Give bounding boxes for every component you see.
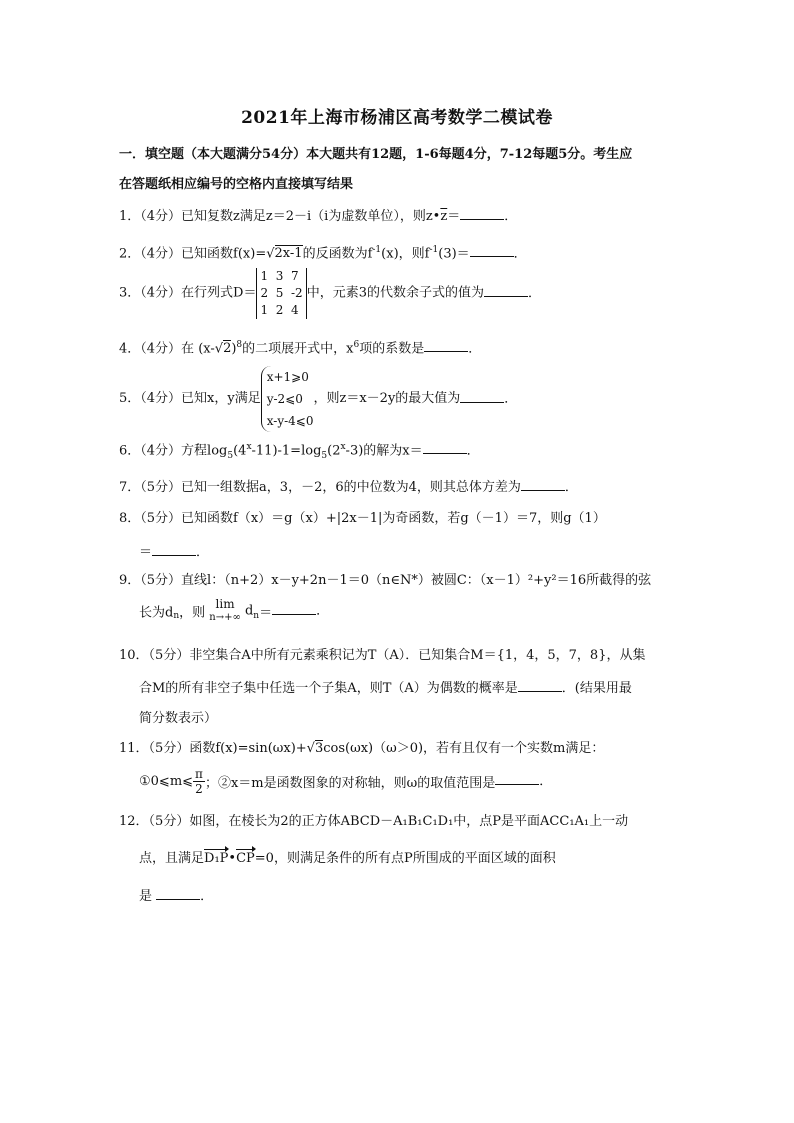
question-8-cont: ＝ ． xyxy=(139,545,210,560)
question-11: 11．（5分）函数f(x)=sin(ωx)+√3cos(ωx)（ω＞0)，若有且仅有一个实数m满足： xyxy=(119,741,605,756)
question-1: 1．（4分）已知复数z满足z＝2－i（i为虚数单位），则$z•\overline{z}=$ ． xyxy=(119,209,518,224)
question-12-cont: 点，且满足D₁P•CP=0，则满足条件的所有点P所围成的平面区域的面积 xyxy=(139,851,556,866)
answer-blank-1[interactable] xyxy=(460,207,504,220)
answer-blank-8[interactable] xyxy=(152,543,196,556)
question-9-cont: 长为$d_n$，则 lim n→+∞ $d_n=$ ． xyxy=(139,597,330,623)
question-4: 4．（4分）在 $(x-√2)^8$的二项展开式中，$x^6$项的系数是 ． xyxy=(119,340,482,357)
page-title: 2021年上海市杨浦区高考数学二模试卷 xyxy=(241,108,553,128)
question-10-cont-2: 简分数表示） xyxy=(139,711,218,726)
question-10-cont: 合M的所有非空子集中任选一个子集A，则T（A）为偶数的概率是 ．(结果用最 xyxy=(139,681,632,696)
question-10: 10．（5分）非空集合A中所有元素乘积记为T（A）．已知集合M＝{1，4，5，7，8}，从集 xyxy=(119,648,646,663)
answer-blank-2[interactable] xyxy=(470,244,514,257)
section-line-2: 在答题纸相应编号的空格内直接填写结果 xyxy=(119,177,354,192)
answer-blank-6[interactable] xyxy=(423,441,467,454)
answer-blank-5[interactable] xyxy=(460,390,504,403)
fraction-pi-over-2: $\frac{\pi}{2}$ xyxy=(195,767,203,796)
vector-d1p: D₁P xyxy=(204,851,229,866)
question-8: 8．（5分）已知函数f（x）＝g（x）+|2x－1|为奇函数，若g（－1）＝7，则g（1） xyxy=(119,511,606,526)
answer-blank-11[interactable] xyxy=(495,772,539,785)
answer-blank-7[interactable] xyxy=(521,478,565,491)
answer-blank-4[interactable] xyxy=(424,339,468,352)
constraint-system: x+1⩾0 y-2⩽0 x-y-4⩽0 xyxy=(261,366,314,432)
question-3: 3．（4分）在行列式D＝ 1 3 7 2 5 -2 1 2 4 中，元素3的代数余子式的值为 ． xyxy=(119,269,541,317)
question-9: 9．（5分）直线l：（n+2）x－y+2n－1＝0（n∈N*）被圆C：（x－1）²+y²＝16所截得的弦 xyxy=(119,573,652,588)
question-6: 6．（4分）方程$\log_5(4^x-11)-1=\log_5(2^x-3)$的解为x＝ ． xyxy=(119,442,480,461)
determinant: 1 3 7 2 5 -2 1 2 4 xyxy=(256,268,306,319)
limit-expression: lim n→+∞ xyxy=(209,597,241,623)
answer-blank-3[interactable] xyxy=(484,284,528,297)
conjugate-z: $\overline{z}$ xyxy=(440,209,448,224)
answer-blank-10[interactable] xyxy=(518,679,562,692)
question-12: 12．（5分）如图，在棱长为2的正方体ABCD－A₁B₁C₁D₁中，点P是平面ACC₁A₁上一动 xyxy=(119,814,629,829)
answer-blank-12[interactable] xyxy=(156,887,200,900)
question-5: 5．（4分）已知x，y满足 x+1⩾0 y-2⩽0 x-y-4⩽0 ，则z＝x－2y的最大值为 ． xyxy=(119,366,681,432)
question-2: 2．（4分）已知函数f(x)=√2x-1的反函数为$f^{-1}(x)$，则$f^{-1}(3)=$ ． xyxy=(119,245,527,262)
section-line-1: 一．填空题（本大题满分54分）本大题共有12题，1-6每题4分，7-12每题5分。考生应 xyxy=(119,147,633,162)
question-12-cont-2: 是 ． xyxy=(139,889,214,904)
question-7: 7．（5分）已知一组数据a，3，－2，6的中位数为4，则其总体方差为 ． xyxy=(119,480,578,495)
question-11-cont: ①0⩽m⩽ $\frac{\pi}{2}$ ；②x＝m是函数图象的对称轴，则ω的取值范围是 ． xyxy=(139,767,553,796)
answer-blank-9[interactable] xyxy=(272,602,316,615)
vector-cp: CP xyxy=(236,851,255,866)
section-header xyxy=(119,140,679,200)
